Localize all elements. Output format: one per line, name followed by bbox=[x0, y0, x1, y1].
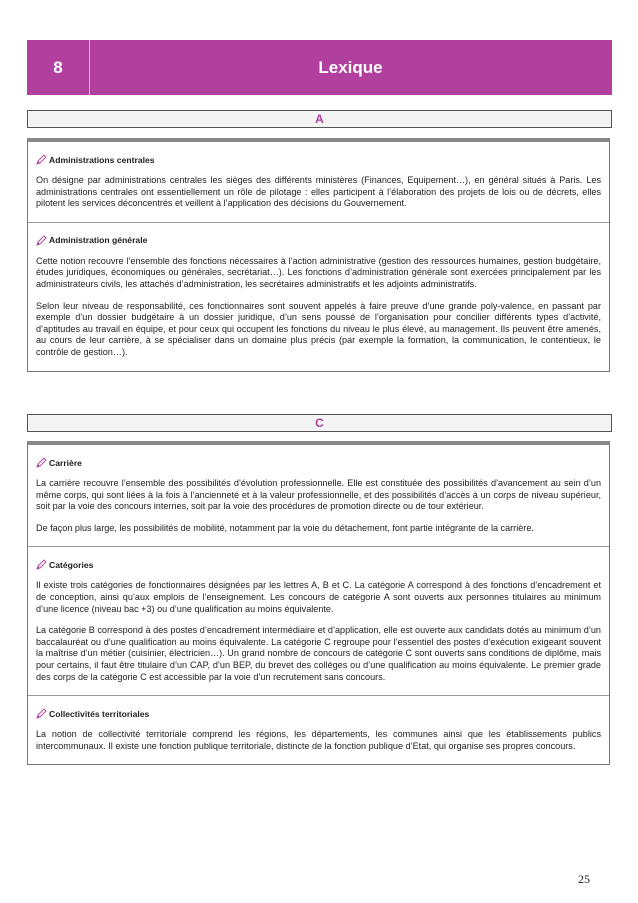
entry-term bbox=[36, 154, 601, 165]
entry-term-text: Carrière bbox=[49, 457, 82, 468]
entry-term-text: Administration générale bbox=[49, 235, 148, 246]
entry-term-text: Catégories bbox=[49, 559, 94, 570]
chapter-title: Lexique bbox=[318, 57, 383, 77]
glossary-entry bbox=[28, 547, 609, 696]
entry-paragraph: Cette notion recouvre l’ensemble des fonctions nécessaires à l’action administrative (gestion des ressources humaines, gestion budgétaire, études juridiques, économiques ou générales, secrétariat…). Les fonctions d’administration générale sont exercées principalement par les administrateurs civils, les attachés d’administration, les secrétaires administratifs et les adjoints administratifs. bbox=[36, 255, 601, 289]
entry-paragraph: La carrière recouvre l’ensemble des possibilités d’évolution professionnelle. Elle est constituée des possibilités d’avancement au sein d’un même corps, qui sont liées à la fois à l’ancienneté et à la valeur professionnelle, et des possibilités d’accès à un corps de niveau supérieur, soit par la voie des concours internes, soit par la voie des procédures de promotion directe ou de tour extérieur. bbox=[36, 478, 601, 512]
glossary-entry bbox=[28, 223, 609, 371]
entry-term-text: Collectivités territoriales bbox=[49, 708, 150, 719]
entry-term bbox=[36, 457, 601, 468]
page-number: 25 bbox=[578, 872, 590, 886]
entry-paragraph: De façon plus large, les possibilités de mobilité, notamment par la voie du détachement, font partie intégrante de la carrière. bbox=[36, 522, 534, 533]
section-letter-c: C bbox=[27, 414, 612, 432]
glossary-entry bbox=[28, 696, 609, 764]
pencil-icon bbox=[36, 457, 47, 468]
chapter-number: 8 bbox=[27, 40, 90, 95]
glossary-entry bbox=[28, 445, 609, 547]
pencil-icon bbox=[36, 154, 47, 165]
entry-paragraph: La catégorie B correspond à des postes d’encadrement intermédiaire et d’application, elle est ouverte aux candidats dotés au minimum d’un baccalauréat ou d’une qualification au moins équivalente. La catégorie C regroupe pour l’essentiel des postes d’exécution exigeant souvent la maîtrise d’un métier (cuisinier, électricien…). Un grand nombre de concours de catégorie C sont ouverts sans conditions de diplôme, mais pour certains, il faut être titulaire d’un CAP, d’un BEP, du brevet des collèges ou d’une qualification au moins équivalente. Le premier grade des corps de la catégorie C est accessible par la voie d’un recrutement sans concours. bbox=[36, 625, 601, 682]
pencil-icon bbox=[36, 559, 47, 570]
entry-paragraph: Il existe trois catégories de fonctionnaires désignées par les lettres A, B et C. La catégorie A correspond à des fonctions d’encadrement et de conception, ainsi qu’aux emplois de l’enseignement. Les concours de catégorie A sont ouverts aux personnes titulaires au minimum d’une licence (niveau bac +3) ou d’une qualification au moins équivalente. bbox=[36, 580, 601, 614]
section-letter-a: A bbox=[27, 110, 612, 128]
chapter-header bbox=[27, 40, 612, 95]
entry-paragraph: La notion de collectivité territoriale comprend les régions, les départements, les communes ainsi que les établissements publics intercommunaux. Il existe une fonction publique territoriale, distincte de la fonction publique d’Etat, qui organise ses propres concours. bbox=[36, 729, 601, 751]
entry-paragraph: On désigne par administrations centrales les sièges des différents ministères (Finances, Equipement…), en général situés à Paris. Les administrations centrales ont essentiellement un rôle de pilotage : elles participent à l’élaboration des projets de lois ou de décrets, elles pilotent les services déconcentrés et veillent à l’application des décisions du Gouvernement. bbox=[36, 175, 601, 209]
entry-term bbox=[36, 708, 601, 719]
section-panel-a bbox=[27, 138, 610, 372]
entry-paragraph: Selon leur niveau de responsabilité, ces fonctionnaires sont souvent appelés à faire preuve d’une grande poly-valence, en passant par exemple d’un dossier budgétaire à un dossier juridique, d’un sens poussé de l’organisation pour concilier différents types d’activité, d’aptitudes au travail en équipe, et pour ceux qui occupent les fonctions du niveau le plus élevé, au management. Ils peuvent être amenés, au cours de leur carrière, à se spécialiser dans un domaine plus précis (par exemple la formation, la communication, le contentieux, le contrôle de gestion…). bbox=[36, 300, 601, 357]
entry-term bbox=[36, 559, 601, 570]
pencil-icon bbox=[36, 235, 47, 246]
pencil-icon bbox=[36, 708, 47, 719]
glossary-entry bbox=[28, 142, 609, 223]
entry-term-text: Administrations centrales bbox=[49, 154, 155, 165]
section-panel-c bbox=[27, 441, 610, 765]
entry-term bbox=[36, 235, 601, 246]
